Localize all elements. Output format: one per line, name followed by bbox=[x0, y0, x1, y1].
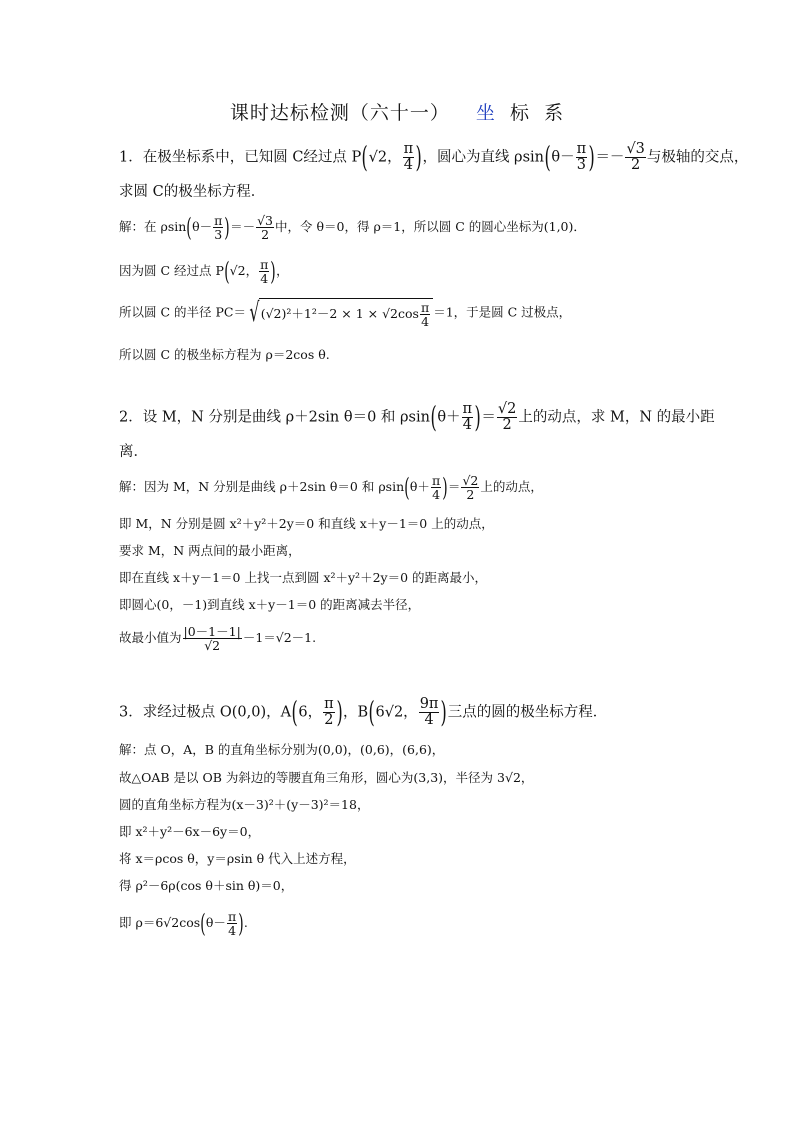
fraction: $\frac{√2}{2}$ bbox=[497, 401, 517, 434]
q2-solution-line-5 bbox=[119, 595, 420, 613]
math-text: (√2)²＋1²－2 × 1 × √2cos bbox=[260, 306, 419, 322]
solution-text: 即 M，N 分别是圆 x²＋y²＋2y＝0 和直线 x＋y－1＝0 上的动点， bbox=[119, 516, 494, 531]
solution-text: 将 x＝ρcos θ，y＝ρsin θ 代入上述方程， bbox=[119, 851, 356, 866]
fraction: $\frac{\pi}{4}$ bbox=[260, 257, 269, 287]
q2-solution-line-2 bbox=[119, 514, 494, 532]
q3-solution-line-7: 即 ρ＝6√2cos(θ－ $\frac{\pi}{4}$ ). bbox=[119, 908, 248, 939]
fraction: $\frac{9\pi}{4}$ bbox=[419, 696, 439, 729]
solution-text: 所以圆 C 的半径 PC＝ bbox=[119, 304, 246, 320]
solution-text: 因为圆 C 经过点 P bbox=[119, 263, 224, 279]
math-text: ＝ bbox=[447, 479, 461, 495]
math-text: ＝ bbox=[481, 409, 496, 426]
q2-solution-line-4 bbox=[119, 568, 487, 586]
solution-text: ＝1，于是圆 C 过极点， bbox=[433, 304, 572, 320]
q3-solution-line-4 bbox=[119, 822, 260, 840]
q3-solution-line-1 bbox=[119, 740, 444, 758]
q3-text: ，B bbox=[343, 704, 369, 721]
fraction: $\frac{\pi}{3}$ bbox=[576, 141, 587, 174]
q1-text: 求圆 C的极坐标方程． bbox=[119, 184, 266, 200]
q2-solution-line-1: 解：因为 M，N 分别是曲线 ρ＋2sin θ＝0 和 ρsin(θ＋ $\frac{\pi}{4}$ )＝ $\frac{√2}{2}$ 上的动点， bbox=[119, 472, 543, 503]
solution-text: 故△OAB 是以 OB 为斜边的等腰直角三角形，圆心为(3,3)，半径为 3√2， bbox=[119, 770, 534, 785]
math-point: 6√2， bbox=[375, 704, 418, 721]
title-topic-char-3: 系 bbox=[544, 102, 565, 124]
q3-statement-line-1: 3．求经过极点 O(0,0)，A(6， $\frac{\pi}{2}$ )，B(6√2， $\frac{9\pi}{4}$ )三点的圆的极坐标方程． bbox=[119, 695, 608, 730]
q3-text: 3．求经过极点 O(0,0)，A bbox=[119, 704, 292, 721]
solution-text: －1＝√2－1. bbox=[242, 630, 317, 646]
math-text: ＝－ bbox=[230, 219, 256, 235]
q2-statement-line-1: 2．设 M，N 分别是曲线 ρ＋2sin θ＝0 和 ρsin(θ＋ $\frac{\pi}{4}$ )＝ $\frac{√2}{2}$ 上的动点，求 M，N 的最小距 bbox=[119, 400, 715, 435]
q2-text: 2．设 M，N 分别是曲线 ρ＋2sin θ＝0 和 ρsin bbox=[119, 409, 430, 426]
fraction: $\frac{\pi}{3}$ bbox=[214, 213, 223, 243]
solution-text: 圆的直角坐标方程为(x－3)²＋(y－3)²＝18， bbox=[119, 797, 370, 812]
solution-text: 所以圆 C 的极坐标方程为 ρ＝2cos θ. bbox=[119, 347, 330, 362]
fraction: $\frac{√2}{2}$ bbox=[462, 473, 479, 503]
fraction: $\frac{\pi}{4}$ bbox=[420, 300, 430, 330]
radical: √(√2)²＋1²－2 × 1 × √2cos $\frac{\pi}{4}$ bbox=[246, 298, 433, 328]
title-topic-char-2: 标 bbox=[510, 102, 531, 124]
q2-solution-line-6 bbox=[119, 625, 316, 652]
math-text: ＝－ bbox=[595, 149, 625, 166]
q3-text: 三点的圆的极坐标方程． bbox=[447, 704, 608, 721]
q2-text: 离． bbox=[119, 444, 148, 460]
solution-text: . bbox=[243, 915, 248, 931]
q2-solution-line-3 bbox=[119, 541, 301, 559]
math-point: √2， bbox=[229, 263, 259, 279]
fraction: $\frac{\pi}{4}$ bbox=[462, 401, 473, 434]
q3-solution-line-6 bbox=[119, 876, 293, 894]
q1-solution-line-2: 因为圆 C 经过点 P(√2， $\frac{\pi}{4}$ )， bbox=[119, 256, 289, 287]
q1-text: ，圆心为直线 ρsin bbox=[422, 149, 545, 166]
math-point: √2， bbox=[368, 149, 402, 166]
fraction: $\frac{\pi}{4}$ bbox=[403, 141, 414, 174]
q1-solution-line-4 bbox=[119, 345, 330, 363]
math-point: 6， bbox=[298, 704, 323, 721]
q1-text: 与极轴的交点， bbox=[646, 149, 749, 166]
solution-text: 解：点 O，A，B 的直角坐标分别为(0,0)，(0,6)，(6,6)， bbox=[119, 742, 445, 757]
fraction: $\frac{\pi}{2}$ bbox=[324, 696, 334, 729]
solution-text: 中，令 θ＝0，得 ρ＝1，所以圆 C 的圆心坐标为(1,0)． bbox=[275, 219, 586, 235]
solution-text: 即 ρ＝6√2cos bbox=[119, 915, 201, 931]
q2-statement-line-2 bbox=[119, 440, 148, 461]
solution-text: 即在直线 x＋y－1＝0 上找一点到圆 x²＋y²＋2y＝0 的距离最小， bbox=[119, 570, 488, 585]
solution-text: 要求 M，N 两点间的最小距离， bbox=[119, 543, 301, 558]
q1-solution-line-1: 解：在 ρsin(θ－ $\frac{\pi}{3}$ )＝－ $\frac{√3}{2}$ 中，令 θ＝0，得 ρ＝1，所以圆 C 的圆心坐标为(1,0)． bbox=[119, 212, 586, 243]
solution-text: ， bbox=[276, 263, 289, 279]
q3-solution-line-3 bbox=[119, 795, 369, 813]
math-text: θ－ bbox=[205, 915, 226, 931]
solution-text: 上的动点， bbox=[480, 479, 543, 495]
q1-statement-line-2 bbox=[119, 180, 265, 201]
solution-text: 解：因为 M，N 分别是曲线 ρ＋2sin θ＝0 和 ρsin bbox=[119, 479, 405, 495]
math-text: θ－ bbox=[192, 219, 213, 235]
fraction: $\frac{\pi}{4}$ bbox=[431, 473, 441, 503]
title-topic-char-1: 坐 bbox=[475, 102, 496, 124]
solution-text: 即圆心(0，－1)到直线 x＋y－1＝0 的距离减去半径， bbox=[119, 597, 421, 612]
fraction: $\frac{√3}{2}$ bbox=[257, 213, 274, 243]
solution-text: 得 ρ²－6ρ(cos θ＋sin θ)＝0， bbox=[119, 878, 294, 893]
q3-solution-line-5 bbox=[119, 849, 356, 867]
math-text: θ－ bbox=[551, 149, 575, 166]
q1-text: 1．在极坐标系中，已知圆 C经过点 P bbox=[119, 149, 362, 166]
solution-text: 故最小值为 bbox=[119, 630, 182, 646]
q3-solution-line-2 bbox=[119, 768, 533, 786]
math-text: θ＋ bbox=[437, 409, 461, 426]
fraction: $\frac{\pi}{4}$ bbox=[227, 909, 237, 939]
fraction: $\frac{√3}{2}$ bbox=[626, 141, 645, 174]
page-title bbox=[0, 98, 794, 125]
q2-text: 上的动点，求 M，N 的最小距 bbox=[518, 409, 715, 426]
fraction: $\frac{|0-1-1|}{√2}$ bbox=[183, 624, 241, 654]
q1-solution-line-3 bbox=[119, 298, 571, 328]
solution-text: 即 x²＋y²－6x－6y＝0， bbox=[119, 824, 261, 839]
math-text: θ＋ bbox=[409, 479, 430, 495]
title-main: 课时达标检测（六十一） bbox=[229, 102, 450, 124]
q1-statement-line-1: 1．在极坐标系中，已知圆 C经过点 P(√2， $\frac{\pi}{4}$ )，圆心为直线 ρsin(θ－ $\frac{\pi}{3}$ )＝－ $\frac{√3}{2}$ 与极轴的交点， bbox=[119, 140, 749, 175]
solution-text: 解：在 ρsin bbox=[119, 219, 187, 235]
